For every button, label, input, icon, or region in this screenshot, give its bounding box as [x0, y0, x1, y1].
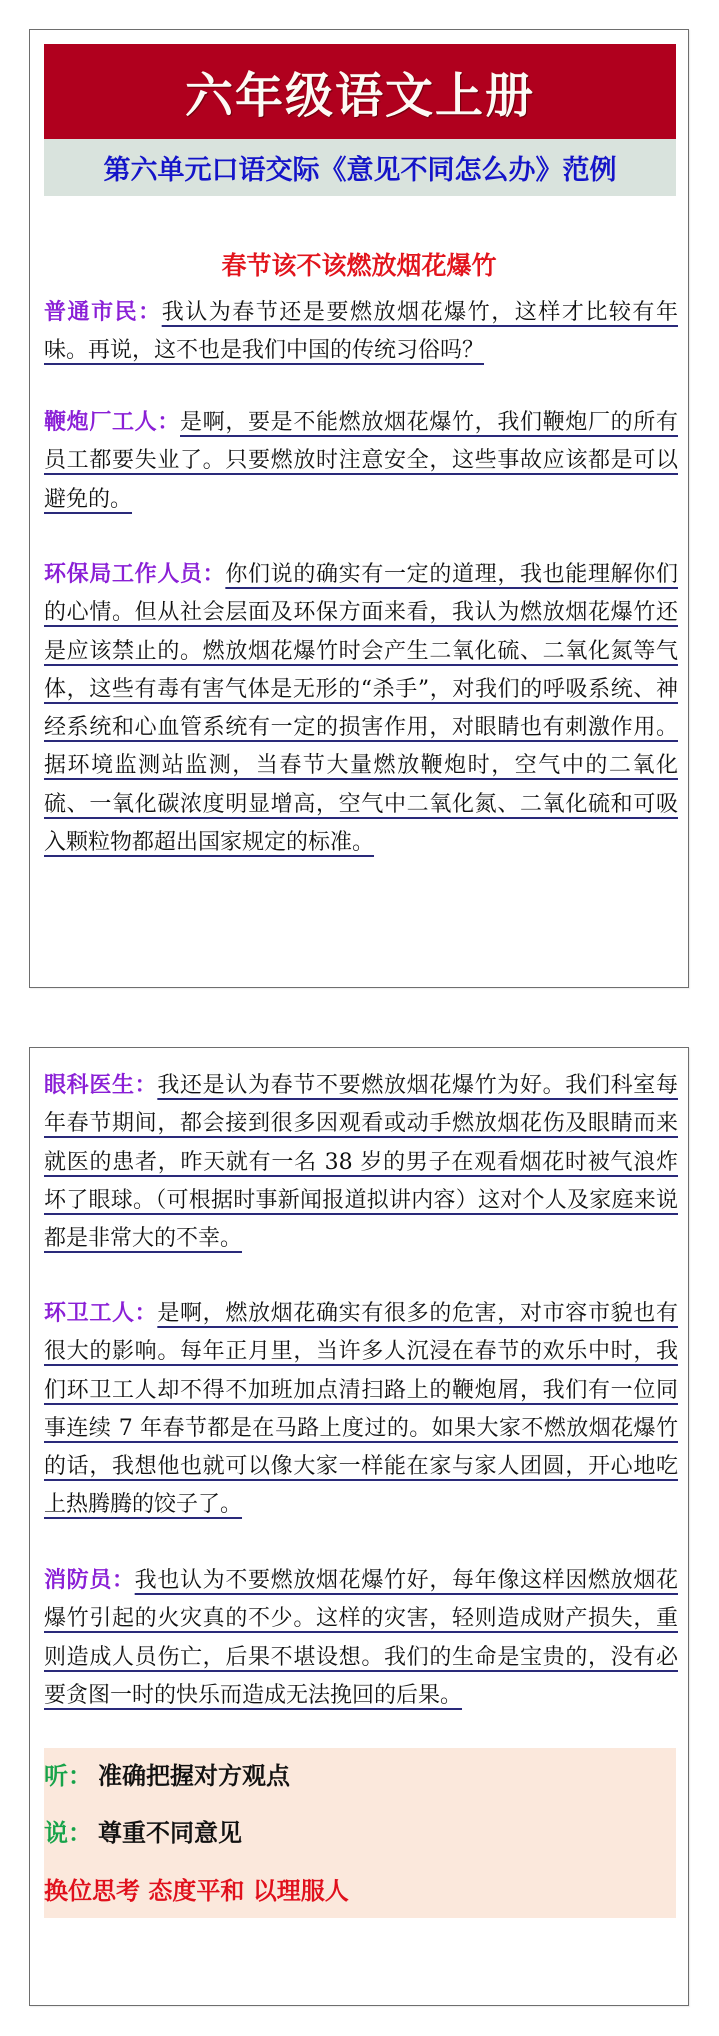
summary-box — [44, 1748, 676, 1918]
dialogue-paragraph — [44, 1295, 678, 1525]
speaker-label: 环保局工作人员： — [44, 562, 226, 587]
speaker-label: 消防员： — [44, 1568, 135, 1593]
subtitle-bar — [44, 139, 676, 196]
speech-text: 我认为春节还是要燃放烟花爆竹，这样才比较有年味。再说，这不也是我们中国的传统习俗吗？ — [44, 300, 678, 364]
dialogue-paragraph — [44, 1562, 678, 1715]
page-title: 六年级语文上册 — [184, 68, 535, 124]
page-card-1 — [29, 29, 689, 988]
summary-speak — [44, 1818, 242, 1848]
speaker-label: 环卫工人： — [44, 1301, 158, 1326]
summary-listen — [44, 1761, 290, 1791]
title-banner — [44, 44, 676, 139]
speech-text: 我也认为不要燃放烟花爆竹好，每年像这样因燃放烟花爆竹引起的火灾真的不少。这样的灾害，轻则造成财产损失，重则造成人员伤亡，后果不堪设想。我们的生命是宝贵的，没有必要贪图一时的快乐而造成无法挽回的后果。 — [44, 1568, 678, 1708]
speech-text: 是啊，要是不能燃放烟花爆竹，我们鞭炮厂的所有员工都要失业了。只要燃放时注意安全，这些事故应该都是可以避免的。 — [44, 410, 678, 512]
speaker-label: 眼科医生： — [44, 1073, 158, 1098]
speech-text: 我还是认为春节不要燃放烟花爆竹为好。我们科室每年春节期间，都会接到很多因观看或动手燃放烟花伤及眼睛而来就医的患者，昨天就有一名 38 岁的男子在观看烟花时被气浪炸坏了眼球。（可根据时事新闻报道拟讲内容）这对个人及家庭来说都是非常大的不幸。 — [44, 1073, 678, 1252]
dialogue-paragraph — [44, 1067, 678, 1258]
speak-label: 说： — [44, 1819, 92, 1847]
speaker-label: 普通市民： — [44, 300, 162, 325]
dialogue-paragraph — [44, 404, 678, 519]
listen-value: 准确把握对方观点 — [98, 1762, 290, 1790]
dialogue-paragraph — [44, 556, 678, 862]
speech-text: 你们说的确实有一定的道理，我也能理解你们的心情。但从社会层面及环保方面来看，我认为燃放烟花爆竹还是应该禁止的。燃放烟花爆竹时会产生二氧化硫、二氧化氮等气体，这些有毒有害气体是无形的“杀手”，对我们的呼吸系统、神经系统和心血管系统有一定的损害作用，对眼睛也有刺激作用。据环境监测站监测，当春节大量燃放鞭炮时，空气中的二氧化硫、一氧化碳浓度明显增高，空气中二氧化氮、二氧化硫和可吸入颗粒物都超出国家规定的标准。 — [44, 562, 678, 856]
page-subtitle: 第六单元口语交际《意见不同怎么办》范例 — [103, 155, 617, 186]
speaker-label: 鞭炮厂工人： — [44, 410, 180, 435]
summary-motto: 换位思考 态度平和 以理服人 — [44, 1877, 349, 1905]
dialogue-paragraph — [44, 294, 678, 371]
listen-label: 听： — [44, 1762, 92, 1790]
speak-value: 尊重不同意见 — [98, 1819, 242, 1847]
topic-heading: 春节该不该燃放烟花爆竹 — [221, 251, 497, 280]
speech-text: 是啊，燃放烟花确实有很多的危害，对市容市貌也有很大的影响。每年正月里，当许多人沉浸在春节的欢乐中时，我们环卫工人却不得不加班加点清扫路上的鞭炮屑，我们有一位同事连续 7 年春节都是在马路上度过的。如果大家不燃放烟花爆竹的话，我想他也就可以像大家一样能在家与家人团圆，开心地吃上热腾腾的饺子了。 — [44, 1301, 678, 1518]
page-card-2 — [29, 1047, 689, 2006]
